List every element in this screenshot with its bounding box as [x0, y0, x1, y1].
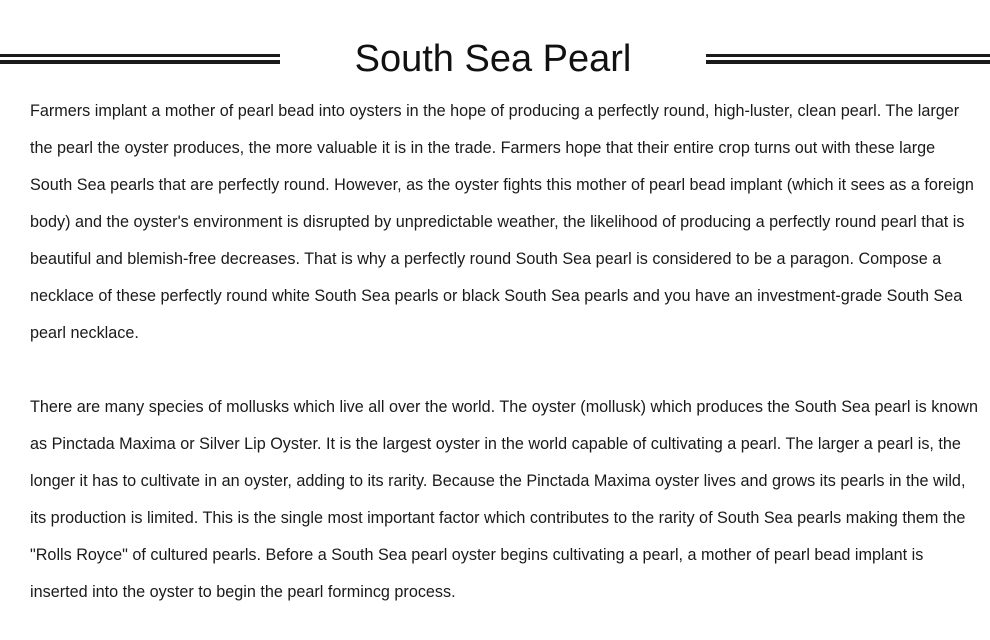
rule-line [706, 60, 990, 64]
header [0, 30, 990, 90]
rule-line [0, 54, 280, 57]
rule-line [0, 60, 280, 64]
paragraph-cultivation: Farmers implant a mother of pearl bead into oysters in the hope of producing a perfectly round, high-luster, clean pearl. The larger the pearl the oyster produces, the more valuable it is in the trade. Farmers hope that their entire crop turns out with these large South Sea pearls that are perfectly round. However, as the oyster fights this mother of pearl bead implant (which it sees as a foreign body) and the oyster's environment is disrupted by unpredictable weather, the likelihood of producing a perfectly round pearl that is beautiful and blemish-free decreases. That is why a perfectly round South Sea pearl is considered to be a paragon. Compose a necklace of these perfectly round white South Sea pearls or black South Sea pearls and you have an investment-grade South Sea pearl necklace. [30, 102, 974, 342]
decorative-rule-left [0, 54, 280, 66]
article-body [30, 93, 980, 611]
rule-line [706, 54, 990, 57]
paragraph-species: There are many species of mollusks which live all over the world. The oyster (mollusk) which produces the South Sea pearl is known as Pinctada Maxima or Silver Lip Oyster. It is the largest oyster in the world capable of cultivating a pearl. The larger a pearl is, the longer it has to cultivate in an oyster, adding to its rarity. Because the Pinctada Maxima oyster lives and grows its pearls in the wild, its production is limited. This is the single most important factor which contributes to the rarity of South Sea pearls making them the "Rolls Royce" of cultured pearls. Before a South Sea pearl oyster begins cultivating a pearl, a mother of pearl bead implant is inserted into the oyster to begin the pearl formincg process. [30, 398, 978, 601]
page-title: South Sea Pearl [354, 38, 632, 80]
decorative-rule-right [706, 54, 990, 66]
